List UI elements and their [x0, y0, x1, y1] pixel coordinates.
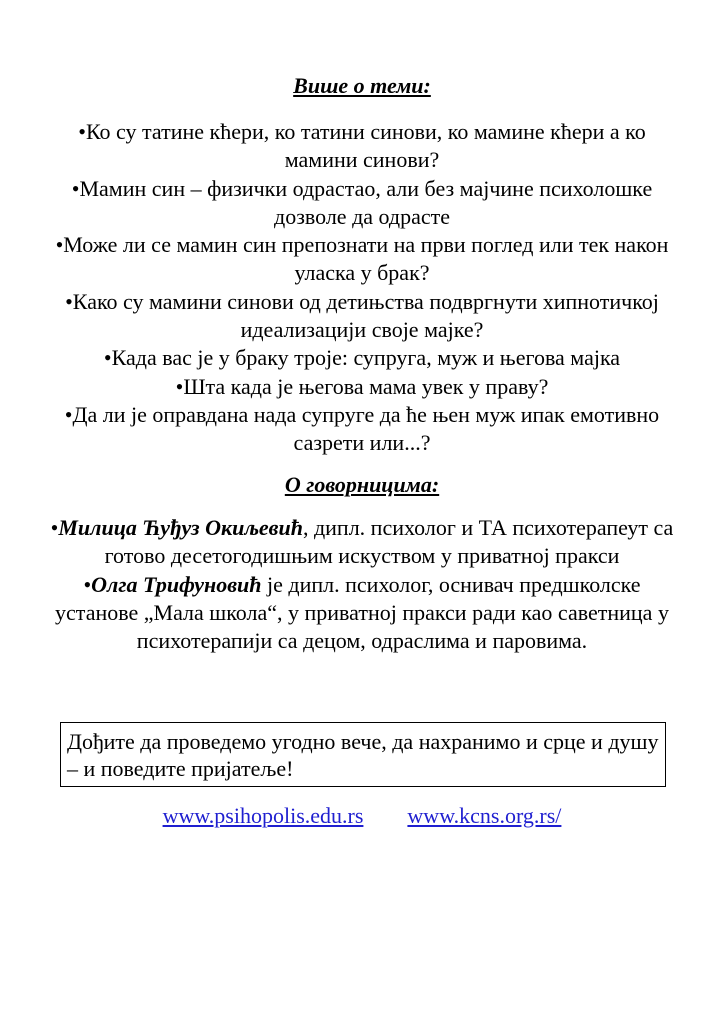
- speaker-entry: [50, 514, 674, 571]
- topic-item: •Ко су татине кћери, ко татини синови, ко мамине кћери а ко мамини синови?: [78, 119, 646, 173]
- speaker-entry: [50, 571, 674, 656]
- speakers-section: [50, 514, 674, 655]
- invitation-box: [60, 722, 666, 787]
- invitation-text: Дођите да проведемо угодно вече, да нахранимо и срце и душу – и поведите пријатеље!: [67, 729, 659, 781]
- speaker-bullet: •: [50, 515, 59, 540]
- topic-item: •Може ли се мамин син препознати на први поглед или тек након уласка у брак?: [55, 232, 669, 286]
- speakers-heading: О говорницима:: [284, 472, 440, 497]
- topics-heading: Више о теми:: [293, 73, 431, 98]
- topic-item: •Шта када је његова мама увек у праву?: [175, 373, 549, 399]
- speaker-name: Милица Ћуђуз Окиљевић: [58, 515, 303, 540]
- topic-item: •Када вас је у браку троје: супруга, муж и његова мајка: [103, 345, 621, 371]
- topic-item: •Мамин син – физички одрастао, али без мајчине психолошке дозволе да одрасте: [71, 175, 653, 229]
- topic-item: •Како су мамини синови од детињства подвргнути хипнотичкој идеализацији своје мајке?: [65, 288, 659, 343]
- speaker-bullet: •: [83, 571, 92, 597]
- speaker-name: Олга Трифуновић: [91, 571, 262, 597]
- speaker-description: је дипл. психолог, оснивач предшколске установе „Мала школа“, у приватној пракси ради као саветница у психотерапији са децом, одраслима и паровима.: [55, 571, 669, 654]
- kcns-link[interactable]: www.kcns.org.rs/: [407, 803, 562, 828]
- links-row: [0, 802, 724, 830]
- topic-list: [40, 118, 684, 458]
- speaker-description: , дипл. психолог и ТА психотерапеут са готово десетогодишњим искуством у приватној пракси: [104, 515, 674, 569]
- topic-item: •Да ли је оправдана нада супруге да ће њен муж ипак емотивно сазрети или...?: [64, 401, 660, 456]
- psihopolis-link[interactable]: www.psihopolis.edu.rs: [162, 803, 364, 828]
